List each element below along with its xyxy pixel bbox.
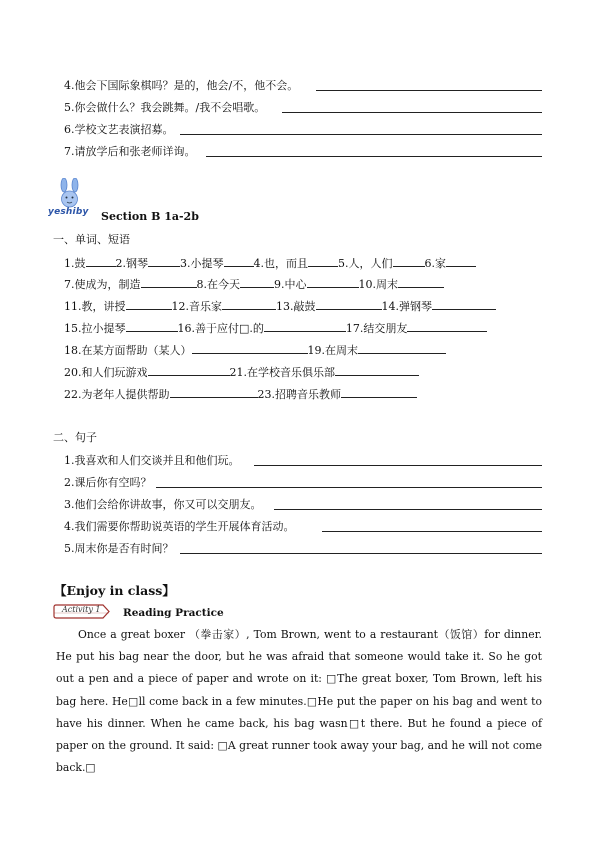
vocab-row — [64, 256, 476, 271]
vocab-prompt: 17.结交朋友 — [345, 322, 408, 335]
sentence-prompt: 5.你会做什么？我会跳舞。/我不会唱歌。 — [64, 101, 266, 114]
answer-line[interactable] — [341, 387, 417, 398]
sentence-prompt: 2.课后你有空吗？ — [64, 476, 152, 489]
answer-line[interactable] — [180, 543, 542, 554]
vocab-prompt: 10.周末 — [358, 278, 398, 291]
answer-line[interactable] — [316, 299, 382, 310]
answer-line[interactable] — [206, 146, 542, 157]
answer-line[interactable] — [264, 321, 346, 332]
answer-line[interactable] — [192, 343, 308, 354]
sentence-prompt: 5.周末你是否有时间？ — [64, 542, 174, 555]
vocab-prompt: 6.家 — [424, 257, 446, 270]
vocab-prompt: 9.中心 — [274, 278, 307, 291]
vocab-heading: 一、单词、短语 — [53, 233, 130, 246]
logo-text: yeshiby — [48, 207, 89, 217]
bunny-logo — [48, 178, 94, 218]
vocab-prompt: 2.钢琴 — [115, 257, 148, 270]
answer-line[interactable] — [432, 299, 496, 310]
sentence-prompt: 7.请放学后和张老师详询。 — [64, 145, 196, 158]
answer-line[interactable] — [240, 277, 274, 288]
answer-line[interactable] — [170, 387, 258, 398]
section-title: Section B 1a-2b — [101, 210, 199, 223]
vocab-prompt: 11.教，讲授 — [64, 300, 126, 313]
vocab-prompt: 1.鼓 — [64, 257, 86, 270]
vocab-prompt: 4.也，而且 — [253, 257, 308, 270]
answer-line[interactable] — [407, 321, 487, 332]
answer-line[interactable] — [282, 102, 542, 113]
answer-line[interactable] — [126, 321, 178, 332]
vocab-row — [64, 387, 417, 402]
sentence-prompt: 4.他会下国际象棋吗？是的，他会/不，他不会。 — [64, 79, 299, 92]
vocab-prompt: 3.小提琴 — [180, 257, 224, 270]
answer-line[interactable] — [148, 365, 230, 376]
vocab-row — [64, 343, 446, 358]
answer-line[interactable] — [180, 124, 542, 135]
answer-line[interactable] — [322, 521, 542, 532]
answer-line[interactable] — [335, 365, 419, 376]
vocab-prompt: 7.使成为，制造 — [64, 278, 141, 291]
vocab-row — [64, 299, 496, 314]
answer-line[interactable] — [224, 256, 254, 267]
answer-line[interactable] — [254, 455, 542, 466]
activity-badge-label: Activity 1 — [62, 605, 101, 614]
vocab-prompt: 5.人，人们 — [338, 257, 393, 270]
vocab-prompt: 16.善于应付□.的 — [177, 322, 264, 335]
answer-line[interactable] — [308, 256, 338, 267]
answer-line[interactable] — [86, 256, 116, 267]
answer-line[interactable] — [358, 343, 446, 354]
vocab-row — [64, 321, 487, 336]
vocab-prompt: 15.拉小提琴 — [64, 322, 126, 335]
answer-line[interactable] — [274, 499, 542, 510]
vocab-prompt: 21.在学校音乐俱乐部 — [229, 366, 335, 379]
vocab-prompt: 12.音乐家 — [171, 300, 222, 313]
vocab-prompt: 18.在某方面帮助（某人） — [64, 344, 192, 357]
answer-line[interactable] — [148, 256, 180, 267]
reading-passage: Once a great boxer （拳击家）, Tom Brown, went to a restaurant（饭馆）for dinner. He put his bag near the door, but he was afraid that someone would take it. So he got out a pen and a piece of paper and wrote on it: □The great boxer, Tom Brown, left his bag here. He□ll come back in a few minutes.□He put the paper on his bag and went to have his dinner. When he came back, his bag wasn□t there. But he found a piece of paper on the ground. It said: □A great runner took away your bag, and he will not come back.□ — [56, 628, 542, 775]
vocab-prompt: 8.在今天 — [196, 278, 240, 291]
vocab-prompt: 23.招聘音乐教师 — [257, 388, 341, 401]
sentence-prompt: 4.我们需要你帮助说英语的学生开展体育活动。 — [64, 520, 295, 533]
sentence-prompt: 1.我喜欢和人们交谈并且和他们玩。 — [64, 454, 240, 467]
vocab-prompt: 20.和人们玩游戏 — [64, 366, 148, 379]
answer-line[interactable] — [393, 256, 425, 267]
answer-line[interactable] — [398, 277, 444, 288]
answer-line[interactable] — [222, 299, 276, 310]
reading-subtitle: Reading Practice — [123, 607, 224, 619]
sentences-heading: 二、句子 — [53, 431, 97, 444]
vocab-prompt: 22.为老年人提供帮助 — [64, 388, 170, 401]
answer-line[interactable] — [156, 477, 542, 488]
vocab-prompt: 13.敲鼓 — [276, 300, 316, 313]
sentence-prompt: 6.学校文艺表演招募。 — [64, 123, 174, 136]
vocab-prompt: 19.在周末 — [307, 344, 358, 357]
answer-line[interactable] — [446, 256, 476, 267]
enjoy-heading: 【Enjoy in class】 — [54, 583, 175, 598]
vocab-row — [64, 277, 444, 292]
vocab-prompt: 14.弹钢琴 — [381, 300, 432, 313]
answer-line[interactable] — [126, 299, 172, 310]
vocab-row — [64, 365, 419, 380]
activity-badge — [53, 604, 111, 619]
answer-line[interactable] — [141, 277, 197, 288]
answer-line[interactable] — [316, 80, 542, 91]
sentence-prompt: 3.他们会给你讲故事，你又可以交朋友。 — [64, 498, 262, 511]
answer-line[interactable] — [307, 277, 359, 288]
